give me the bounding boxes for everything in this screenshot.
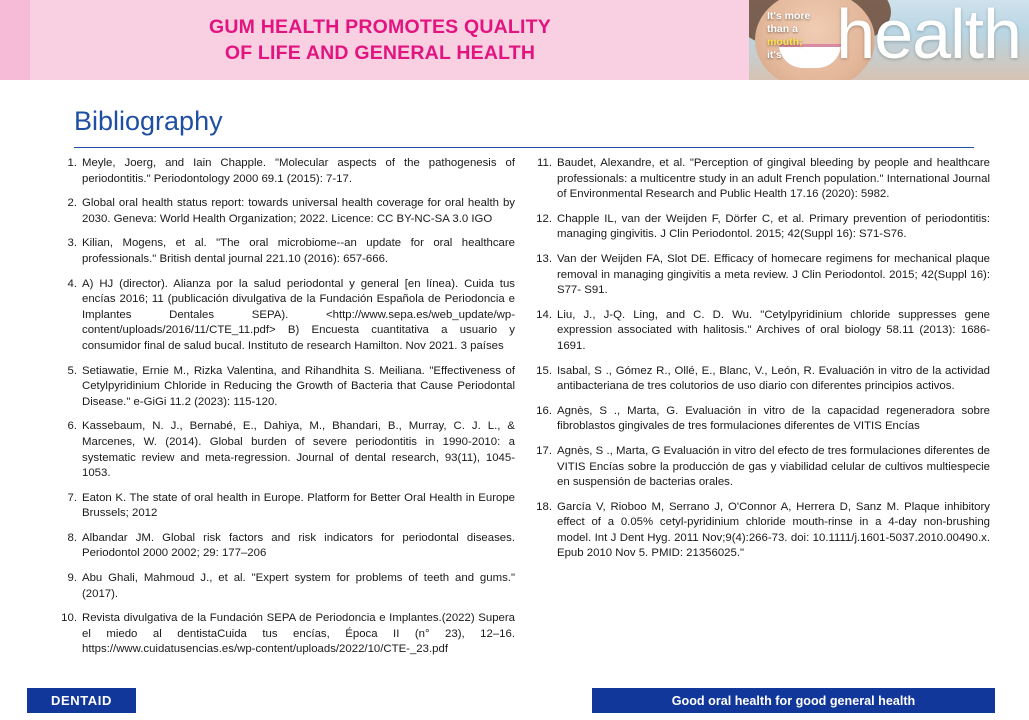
reference-number: 12.	[536, 212, 552, 225]
header-left-strip	[0, 0, 30, 80]
photo-tagline-line-4: it's	[767, 49, 782, 61]
reference-item	[535, 252, 990, 299]
reference-item	[60, 277, 515, 355]
reference-item	[60, 419, 515, 481]
reference-text: Baudet, Alexandre, et al. "Perception of gingival bleeding by people and healthcare professionals: a multicentre study in an adult French population." International Journal of Environmental Research and Public Health 17.16 (2020): 5982.	[557, 157, 990, 201]
header-title-line-2: OF LIFE AND GENERAL HEALTH	[224, 42, 536, 64]
reference-item	[535, 308, 990, 355]
footer-spacer	[136, 688, 592, 713]
reference-text: Kassebaum, N. J., Bernabé, E., Dahiya, M., Bhandari, B., Murray, C. J. L., & Marcenes, W. (2014). Global burden of severe periodontitis in 1990-2010: a systematic review and meta-regression. Journal of dental research, 93(11), 1045-1053.	[82, 420, 515, 480]
photo-tagline-line-2: than a	[767, 23, 798, 35]
header-title	[120, 14, 640, 66]
reference-item	[535, 156, 990, 203]
reference-item	[60, 196, 515, 227]
reference-item	[60, 491, 515, 522]
reference-text: Chapple IL, van der Weijden F, Dörfer C, et al. Primary prevention of periodontitis: managing gingivitis. J Clin Periodontol. 2015; 42(Suppl 16): S71-S76.	[557, 212, 990, 241]
reference-number: 17.	[536, 444, 552, 457]
slide-header	[0, 0, 1029, 80]
reference-item	[535, 212, 990, 243]
reference-number: 8.	[67, 531, 77, 544]
header-photo	[749, 0, 1029, 80]
reference-item	[535, 404, 990, 435]
reference-text: Abu Ghali, Mahmoud J., et al. "Expert system for problems of teeth and gums." (2017).	[82, 572, 515, 600]
reference-number: 3.	[67, 237, 77, 250]
reference-number: 4.	[67, 277, 77, 290]
reference-text: Liu, J., J-Q. Ling, and C. D. Wu. "Cetylpyridinium chloride suppresses gene expression associated with halitosis." Archives of oral biology 58.11 (2013): 1686-1691.	[557, 308, 990, 352]
reference-item	[535, 444, 990, 491]
reference-text: Kilian, Mogens, et al. "The oral microbiome--an update for oral healthcare professionals." British dental journal 221.10 (2016): 657-666.	[82, 237, 515, 265]
reference-item	[60, 364, 515, 411]
reference-number: 15.	[536, 364, 552, 377]
reference-text: Setiawatie, Ernie M., Rizka Valentina, and Rihandhita S. Meiliana. "Effectiveness of Cetylpyridinium Chloride in Reducing the Growth of Bacteria that Cause Periodontal Disease." e-GiGi 11.2 (2023): 115-120.	[82, 364, 515, 408]
reference-item	[535, 364, 990, 395]
bibliography-columns	[60, 156, 990, 667]
reference-text: Eaton K. The state of oral health in Europe. Platform for Better Oral Health in Europe Brussels; 2012	[82, 491, 515, 520]
photo-health-word: health	[836, 0, 1021, 73]
reference-number: 6.	[67, 420, 77, 433]
photo-tagline-line-1: It's more	[767, 10, 811, 22]
reference-text: Revista divulgativa de la Fundación SEPA de Periodoncia e Implantes.(2022) Supera el miedo al dentistaCuida tus encías, Época II (n° 23), 12–16. https://www.cuidatusencias.es/wp-content/uploads/2022/10/CTE-_23.pdf	[82, 612, 515, 656]
reference-item	[60, 531, 515, 562]
reference-text: Albandar JM. Global risk factors and risk indicators for periodontal diseases. Periodontol 2000 2002; 29: 177–206	[82, 531, 515, 560]
footer-tagline: Good oral health for good general health	[671, 693, 916, 708]
reference-number: 16.	[536, 404, 552, 417]
reference-text: Isabal, S ., Gómez R., Ollé, E., Blanc, V., León, R. Evaluación in vitro de la actividad antibacteriana de tres colutorios de uso diario con diferentes principios activos.	[557, 364, 990, 393]
reference-text: García V, Rioboo M, Serrano J, O'Connor A, Herrera D, Sanz M. Plaque inhibitory effect of a 0.05% cetyl-pyridinium chloride mouth-rinse in a 4-day non-brushing model. Int J Dent Hyg. 2011 Nov;9(4):266-73. doi: 10.1111/j.1601-5037.2010.00490.x. Epub 2010 Nov 5. PMID: 21356025."	[557, 500, 990, 560]
reference-item	[60, 156, 515, 187]
reference-number: 14.	[536, 308, 552, 321]
reference-number: 2.	[67, 197, 77, 210]
slide-footer	[0, 680, 1029, 720]
reference-number: 13.	[536, 252, 552, 265]
title-divider	[74, 147, 974, 148]
reference-number: 18.	[536, 500, 552, 513]
reference-text: Meyle, Joerg, and Iain Chapple. "Molecular aspects of the pathogenesis of periodontitis." Periodontology 2000 69.1 (2015): 7-17.	[82, 157, 515, 185]
reference-text: Global oral health status report: towards universal health coverage for oral health by 2030. Geneva: World Health Organization; 2022. Licence: CC BY-NC-SA 3.0 IGO	[82, 197, 515, 225]
bibliography-column-right	[535, 156, 990, 667]
reference-item	[60, 571, 515, 602]
reference-number: 7.	[67, 491, 77, 504]
reference-number: 10.	[61, 612, 77, 625]
reference-number: 11.	[537, 157, 552, 169]
reference-number: 9.	[67, 572, 77, 585]
bibliography-column-left	[60, 156, 515, 667]
reference-item	[60, 611, 515, 658]
slide-content	[0, 80, 1029, 680]
photo-tagline	[767, 10, 810, 62]
reference-text: A) HJ (director). Alianza por la salud periodontal y general [en línea). Cuida tus encías 2016; 11 (publicación divulgativa de la Fundación Española de Periodoncia e Implantes Dentales SEPA). <http://www.sepa.es/web_update/wp-content/uploads/2016/11/CTE_11.pdf> B) Encuesta cuantitativa a usuario y consumidor final de salud bucal. Instituto de research Hamilton. Nov 2021. 3 países	[82, 277, 515, 352]
reference-item	[60, 236, 515, 267]
photo-tagline-line-3: mouth;	[767, 36, 803, 48]
reference-number: 1.	[67, 157, 77, 169]
dentaid-logo: DENTAID	[33, 690, 130, 711]
header-title-line-1: GUM HEALTH PROMOTES QUALITY	[209, 16, 551, 38]
page-title: Bibliography	[74, 106, 223, 136]
reference-text: Agnès, S ., Marta, G Evaluación in vitro del efecto de tres formulaciones diferentes de VITIS Encías sobre la producción de gas y viabilidad celular de cultivos multiespecie en suspensión de bacterias orales.	[557, 444, 990, 489]
reference-text: Van der Weijden FA, Slot DE. Efficacy of homecare regimens for mechanical plaque removal in managing gingivitis a meta review. J Clin Periodontol. 2015; 42(Suppl 16): S77- S91.	[557, 252, 990, 297]
reference-item	[535, 500, 990, 562]
reference-number: 5.	[67, 364, 77, 377]
reference-text: Agnès, S ., Marta, G. Evaluación in vitro de la capacidad regeneradora sobre fibroblastos gingivales de tres formulaciones diferentes de VITIS Encías	[557, 404, 990, 433]
